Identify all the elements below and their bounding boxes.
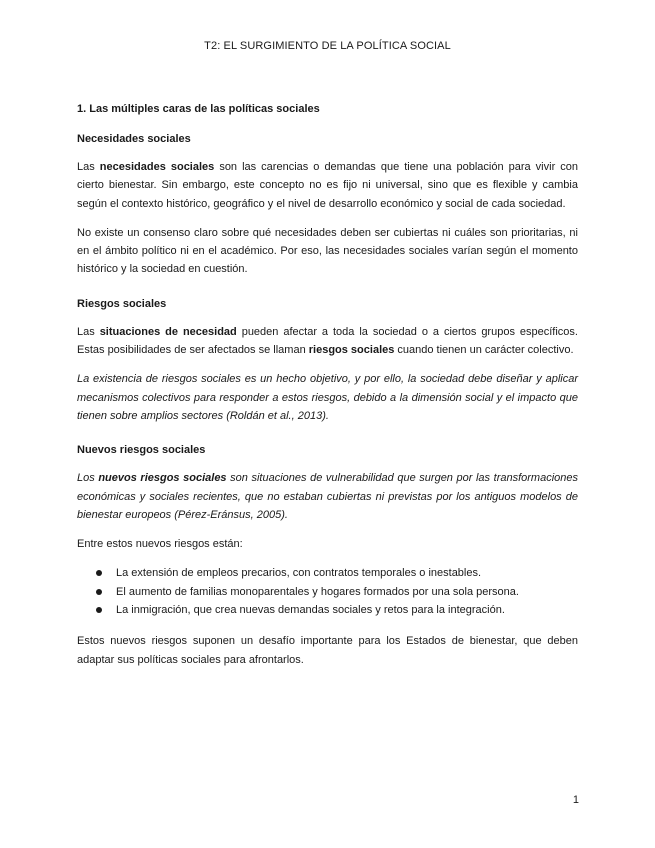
paragraph-riesgos-definition: Las situaciones de necesidad pueden afectar a toda la sociedad o a ciertos grupos específicos. Estas posibilidades de ser afectados se llaman riesgos sociales cuando tienen un carácter colectivo. <box>77 325 578 357</box>
paragraph-riesgos-quote: La existencia de riesgos sociales es un hecho objetivo, y por ello, la sociedad debe diseñar y aplicar mecanismos colectivos para responder a estos riesgos, debido a la dimensión social y el impacto que tienen sobre amplios sectores (Roldán et al., 2013). <box>77 373 578 422</box>
term-riesgos-sociales: riesgos sociales <box>308 344 395 357</box>
term-nuevos-riesgos: nuevos riesgos sociales <box>98 472 227 485</box>
subheading-necesidades: Necesidades sociales <box>77 133 191 145</box>
paragraph-nuevos-definition: Los nuevos riesgos sociales son situaciones de vulnerabilidad que surgen por las transformaciones económicas y sociales recientes, que no estaban cubiertas ni previstas por los antiguos modelos de bienestar europeos (Pérez-Eránsus, 2005). <box>77 472 579 521</box>
nuevos-riesgos-list <box>77 564 578 619</box>
bullet-icon <box>96 570 102 576</box>
list-item: La extensión de empleos precarios, con contratos temporales o inestables. <box>77 564 578 582</box>
section-heading: 1. Las múltiples caras de las políticas sociales <box>77 103 320 115</box>
list-item: La inmigración, que crea nuevas demandas sociales y retos para la integración. <box>77 601 578 619</box>
term-necesidades-sociales: necesidades sociales <box>99 161 215 173</box>
bullet-icon <box>96 589 102 595</box>
page-number: 1 <box>572 794 579 806</box>
subheading-riesgos: Riesgos sociales <box>77 297 167 310</box>
term-situaciones-necesidad: situaciones de necesidad <box>99 325 237 338</box>
page-header-title: T2: EL SURGIMIENTO DE LA POLÍTICA SOCIAL <box>204 40 451 52</box>
paragraph-closing: Estos nuevos riesgos suponen un desafío importante para los Estados de bienestar, que deben adaptar sus políticas sociales para afrontarlos. <box>77 635 578 666</box>
paragraph-nuevos-intro: Entre estos nuevos riesgos están: <box>77 538 243 551</box>
list-item: El aumento de familias monoparentales y hogares formados por una sola persona. <box>77 583 578 601</box>
bullet-icon <box>96 607 102 613</box>
subheading-nuevos-riesgos: Nuevos riesgos sociales <box>77 444 206 457</box>
paragraph-necesidades-definition: Las necesidades sociales son las carencias o demandas que tiene una población para vivir con cierto bienestar. Sin embargo, este concepto no es fijo ni universal, sino que es flexible y cambia según el contexto histórico, geográfico y el nivel de desarrollo económico y social de cada sociedad. <box>77 161 579 210</box>
paragraph-necesidades-consenso: No existe un consenso claro sobre qué necesidades deben ser cubiertas ni cuáles son prioritarias, ni en el ámbito político ni en el académico. Por eso, las necesidades sociales varían según el momento histórico y la sociedad en cuestión. <box>77 226 578 276</box>
document-body <box>77 103 578 680</box>
